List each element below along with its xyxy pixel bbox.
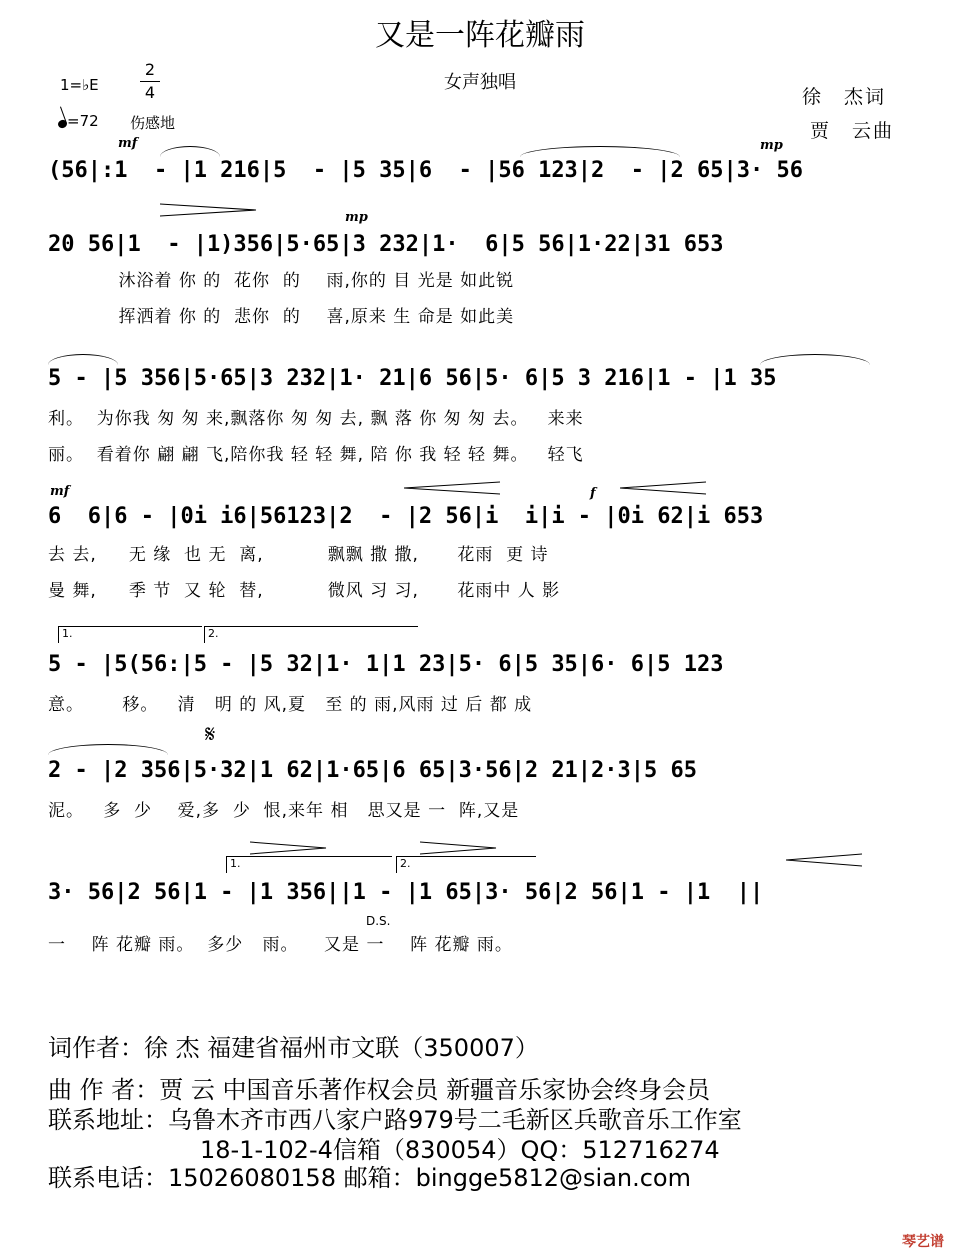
volta-1b: 1. [226,856,392,873]
tempo-value: =72 [67,112,99,130]
dynamic-mp: mp [760,138,783,153]
lyric-line-7: 一 阵 花瓣 雨。 多少 雨。 又是 一 阵 花瓣 雨。 [48,935,513,955]
decrescendo-icon [160,200,260,220]
expression-mark: 伤感地 [130,114,176,132]
score-line-1: (56|:1 - |1 216|5 - |5 35|6 - |56 123|2 - |2 65|3· 56 [48,158,803,183]
ds-mark: D.S. [366,914,391,928]
composer-credit: 贾 云曲 [810,120,895,142]
lyric-line-5: 意。 移。 清 明 的 风,夏 至 的 雨,风雨 过 后 都 成 [48,695,533,715]
lyric-line-4a: 去 去, 无 缘 也 无 离, 飘飘 撒 撒, 花雨 更 诗 [48,545,549,565]
score-line-7: 3· 56|2 56|1 - |1 356||1 - |1 65|3· 56|2 56|1 - |1 || [48,880,764,905]
volta-2: 2. [204,626,418,643]
lyric-line-6: 泥。 多 少 爱,多 少 恨,来年 相 思又是 一 阵,又是 [48,801,520,821]
time-bottom: 4 [144,83,156,102]
composer-info: 曲 作 者：贾 云 中国音乐著作权会员 新疆音乐家协会终身会员 [48,1076,711,1104]
volta-1: 1. [58,626,202,643]
dynamic-mp: mp [345,210,368,225]
slur-icon [760,354,870,365]
dynamic-mf: mf [50,484,70,499]
slur-icon [48,354,118,365]
decrescendo-icon [250,838,330,858]
contact-mailbox: 18-1-102-4信箱（830054）QQ：512716274 [200,1136,720,1164]
score-line-2: 20 56|1 - |1)356|5·65|3 232|1· 6|5 56|1·22|31 653 [48,232,724,257]
crescendo-icon [620,478,710,498]
score-line-6: 2 - |2 356|5·32|1 62|1·65|6 65|3·56|2 21|2·3|5 65 [48,758,698,783]
segno-icon: 𝄋 [205,720,216,748]
lyricist-info: 词作者：徐 杰 福建省福州市文联（350007） [48,1034,539,1062]
crescendo-icon [404,478,504,498]
slur-icon [48,744,168,755]
dynamic-mf: mf [118,136,138,151]
page-title: 又是一阵花瓣雨 [375,18,585,53]
volta-2b: 2. [396,856,536,873]
lyric-line-3b: 丽。 看着你 翩 翩 飞,陪你我 轻 轻 舞, 陪 你 我 轻 轻 舞。 轻飞 [48,445,584,465]
tempo-marking [58,112,99,130]
lyric-line-2b: 挥洒着 你 的 悲你 的 喜,原来 生 命是 如此美 [48,307,515,327]
time-signature [140,60,160,103]
lyric-line-2a: 沐浴着 你 的 花你 的 雨,你的 目 光是 如此锐 [48,271,515,291]
slur-icon [520,146,680,157]
performance-note: 女声独唱 [444,72,516,93]
score-line-3: 5 - |5 356|5·65|3 232|1· 21|6 56|5· 6|5 3 216|1 - |1 35 [48,366,777,391]
crescendo-icon [786,850,866,870]
slur-icon [160,146,220,157]
key-signature: 1=♭E [60,76,99,94]
contact-address: 联系地址：乌鲁木齐市西八家户路979号二毛新区兵歌音乐工作室 [48,1106,742,1134]
watermark-logo: 琴艺谱 [902,1234,944,1250]
score-line-5: 5 - |5(56:|5 - |5 32|1· 1|1 23|5· 6|5 35|6· 6|5 123 [48,652,724,677]
time-top: 2 [144,60,156,79]
lyric-line-3a: 利。 为你我 匆 匆 来,飘落你 匆 匆 去, 飘 落 你 匆 匆 去。 来来 [48,409,584,429]
lyric-line-4b: 曼 舞, 季 节 又 轮 替, 微风 习 习, 花雨中 人 影 [48,581,561,601]
decrescendo-icon [420,838,500,858]
lyricist-credit: 徐 杰词 [802,86,887,108]
score-line-4: 6 6|6 - |0i i6|56123|2 - |2 56|i i|i - |0i 62|i 653 [48,504,764,529]
dynamic-f: f [590,486,596,501]
contact-phone: 联系电话：15026080158 邮箱：bingge5812@sian.com [48,1164,691,1192]
